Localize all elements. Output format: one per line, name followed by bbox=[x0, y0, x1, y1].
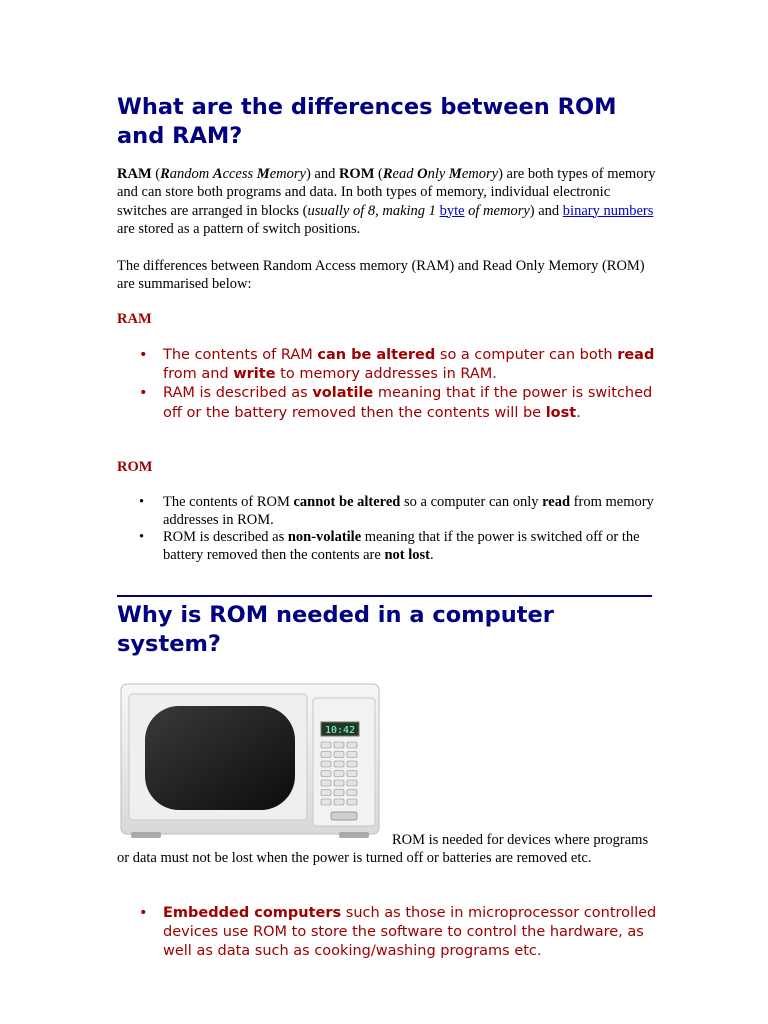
keypad-button bbox=[321, 799, 331, 805]
heading-why-rom: Why is ROM needed in a computer system? bbox=[117, 602, 554, 657]
intro-text: andom bbox=[169, 166, 213, 182]
keypad-button bbox=[334, 761, 344, 767]
list-item: • RAM is described as volatile meaning that if the power is switched off or the battery removed then the contents will be lost. bbox=[117, 384, 657, 422]
keypad-button bbox=[321, 761, 331, 767]
microwave-window bbox=[145, 706, 295, 810]
byte-link[interactable]: byte bbox=[439, 202, 465, 219]
intro-text: ead bbox=[392, 166, 418, 182]
intro-text: ( bbox=[374, 166, 383, 182]
intro-text: are stored as a pattern of switch positions. bbox=[117, 220, 361, 237]
heading-rom-vs-ram: What are the differences between ROM and RAM? bbox=[117, 94, 617, 149]
keypad bbox=[321, 742, 357, 805]
intro-letter: O bbox=[417, 166, 428, 182]
keypad-button bbox=[334, 790, 344, 796]
intro-letter: R bbox=[382, 166, 393, 182]
keypad-button bbox=[347, 799, 357, 805]
intro-rom-term: ROM bbox=[338, 166, 375, 182]
intro-letter: A bbox=[212, 166, 223, 182]
intro-text: ( bbox=[151, 166, 161, 182]
intro-text: ) and bbox=[305, 166, 339, 182]
keypad-button bbox=[334, 799, 344, 805]
embedded-list bbox=[117, 904, 657, 962]
keypad-button bbox=[321, 780, 331, 786]
intro-text: emory bbox=[269, 166, 306, 182]
keypad-button bbox=[347, 771, 357, 777]
keypad-button bbox=[347, 790, 357, 796]
keypad-button bbox=[334, 780, 344, 786]
keypad-button bbox=[321, 752, 331, 758]
intro-letter: M bbox=[448, 166, 462, 182]
keypad-button bbox=[334, 752, 344, 758]
intro-letter: R bbox=[160, 166, 170, 182]
intro-text: usually of 8, making 1 bbox=[307, 202, 440, 219]
microwave-image bbox=[117, 682, 383, 840]
list-item: • The contents of ROM cannot be altered so a computer can only read from memory addresses in ROM. bbox=[117, 494, 657, 529]
display-readout: 10:42 bbox=[324, 725, 356, 736]
ram-label: RAM bbox=[117, 311, 152, 327]
summary-paragraph: The differences between Random Access memory (RAM) and Read Only Memory (ROM) are summarised below: bbox=[117, 258, 645, 293]
keypad-button bbox=[347, 742, 357, 748]
keypad-button bbox=[347, 752, 357, 758]
intro-text: ) and bbox=[529, 202, 563, 219]
intro-text: of memory bbox=[464, 202, 530, 219]
intro-text: emory bbox=[461, 166, 499, 182]
keypad-button bbox=[321, 742, 331, 748]
rom-needed-paragraph bbox=[117, 831, 657, 868]
start-button bbox=[331, 812, 357, 820]
keypad-button bbox=[334, 742, 344, 748]
keypad-button bbox=[321, 790, 331, 796]
keypad-button bbox=[347, 780, 357, 786]
intro-text: ccess bbox=[222, 166, 257, 182]
rom-list bbox=[117, 494, 657, 564]
list-item: • ROM is described as non-volatile meaning that if the power is switched off or the battery removed then the contents are not lost. bbox=[117, 529, 657, 564]
intro-text: ) are both types of memory and can store both programs and data. In both types of memory, individual electronic switches are arranged in blocks ( bbox=[117, 166, 656, 219]
caption-text: ROM is needed for devices where programs or data must not be lost when the power is turned off or batteries are removed etc. bbox=[117, 832, 649, 867]
intro-ram-term: RAM bbox=[117, 166, 152, 182]
intro-letter: M bbox=[256, 166, 270, 182]
keypad-button bbox=[347, 761, 357, 767]
ram-list bbox=[117, 346, 657, 423]
list-item: • The contents of RAM can be altered so a computer can both read from and write to memory addresses in RAM. bbox=[117, 346, 657, 384]
list-item: • Embedded computers such as those in microprocessor controlled devices use ROM to store the software to control the hardware, as well as data such as cooking/washing programs etc. bbox=[117, 904, 657, 962]
keypad-button bbox=[321, 771, 331, 777]
keypad-button bbox=[334, 771, 344, 777]
binary-numbers-link[interactable]: binary numbers bbox=[562, 202, 654, 219]
rom-label: ROM bbox=[117, 459, 153, 475]
intro-paragraph bbox=[117, 165, 657, 238]
intro-text: nly bbox=[427, 166, 449, 182]
section-divider bbox=[117, 595, 652, 597]
